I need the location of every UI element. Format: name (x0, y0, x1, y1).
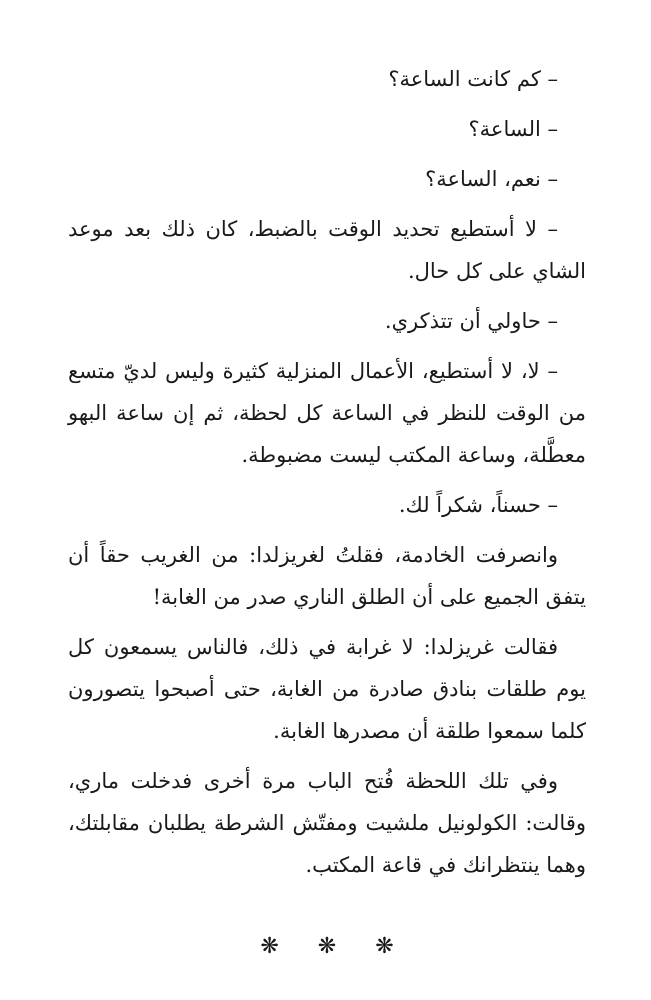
narrative-paragraph: وانصرفت الخادمة، فقلتُ لغريزلدا: من الغريب حقاً أن يتفق الجميع على أن الطلق الناري صدر من الغابة! (68, 543, 586, 609)
dialogue-line: – نعم، الساعة؟ (425, 167, 558, 191)
dialogue-line: – لا، لا أستطيع، الأعمال المنزلية كثيرة وليس لديّ متسع من الوقت للنظر في الساعة كل لحظة، ثم إن ساعة البهو معطَّلة، وساعة المكتب ليست مضبوطة. (68, 359, 586, 467)
dialogue-line: – لا أستطيع تحديد الوقت بالضبط، كان ذلك بعد موعد الشاي على كل حال. (68, 217, 586, 283)
dialogue-line: – كم كانت الساعة؟ (388, 67, 558, 91)
section-separator: ❋ ❋ ❋ (260, 934, 410, 959)
book-page (68, 58, 586, 968)
dialogue-line: – حاولي أن تتذكري. (384, 309, 558, 333)
dialogue-line: – الساعة؟ (468, 117, 558, 141)
narrative-paragraph: وفي تلك اللحظة فُتح الباب مرة أخرى فدخلت ماري، وقالت: الكولونيل ملشيت ومفتّش الشرطة يطلبان مقابلتك، وهما ينتظرانك في قاعة المكتب. (68, 769, 586, 877)
dialogue-line: – حسناً، شكراً لك. (398, 493, 558, 517)
narrative-paragraph: فقالت غريزلدا: لا غرابة في ذلك، فالناس يسمعون كل يوم طلقات بنادق صادرة من الغابة، حتى أصبحوا يتصورون كلما سمعوا طلقة أن مصدرها الغابة. (68, 635, 586, 743)
